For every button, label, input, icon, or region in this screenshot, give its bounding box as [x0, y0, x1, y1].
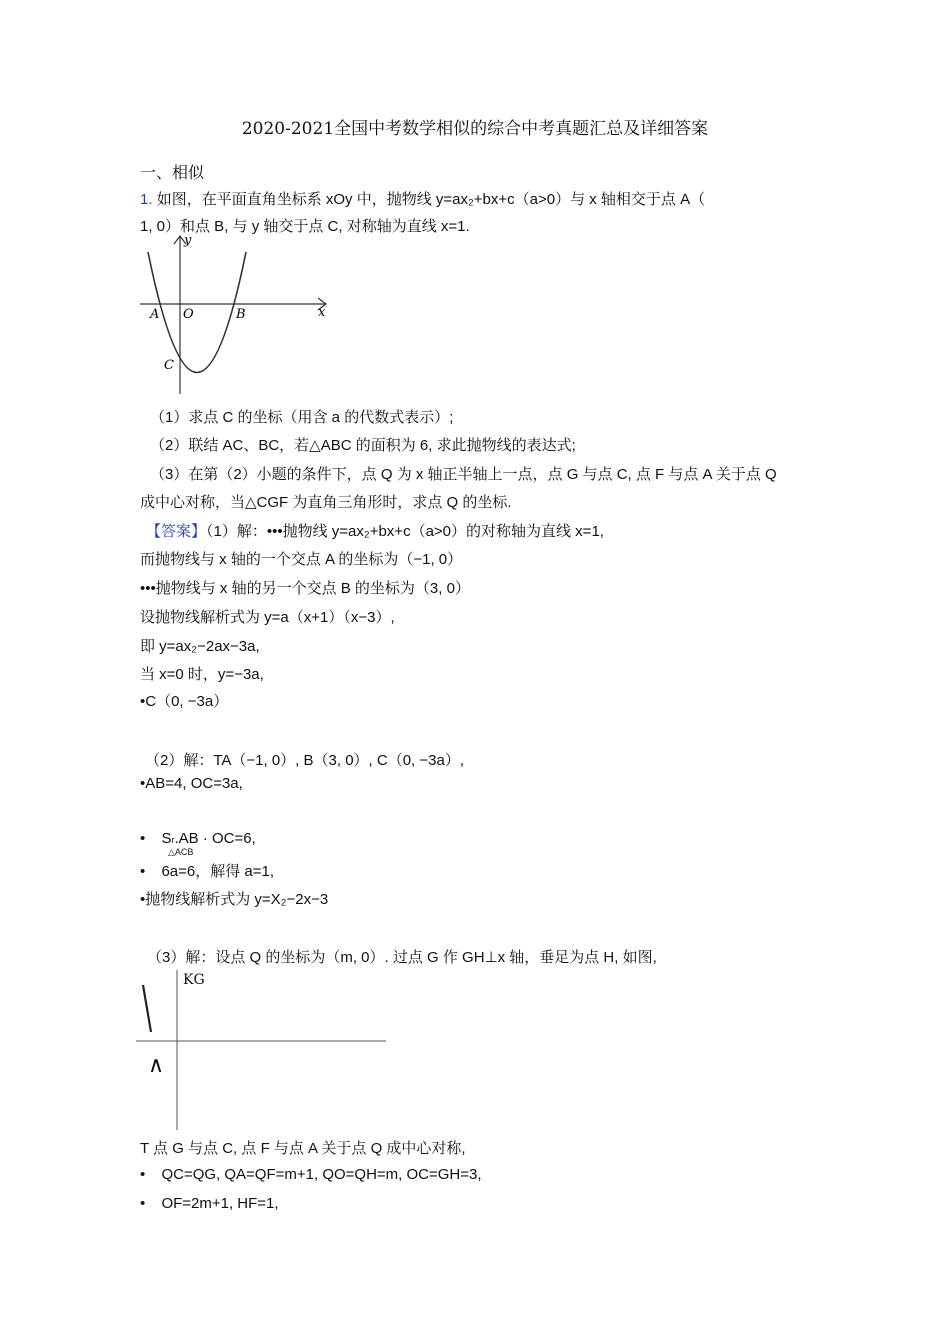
y-axis-label: y: [184, 233, 192, 248]
answer-line-16: [140, 1195, 279, 1212]
answer-line-16-text: OF=2m+1, HF=1,: [161, 1195, 279, 1212]
answer-line-7: •C（0, −3a）: [140, 693, 229, 710]
section-heading: 一、相似: [140, 165, 205, 182]
origin-label: O: [183, 307, 194, 322]
answer-line-15-text: QC=QG, QA=QF=m+1, QO=QH=m, OC=GH=3,: [161, 1166, 482, 1183]
answer-line-2: 而抛物线与 x 轴的一个交点 A 的坐标为（−1, 0）: [140, 551, 463, 568]
part-2: （2）联结 AC、BC，若△ABC 的面积为 6, 求此抛物线的表达式;: [150, 437, 576, 454]
bullet: •: [140, 1166, 146, 1183]
parabola-curve: [148, 252, 246, 373]
answer-line-6: 当 x=0 时，y=−3a,: [140, 666, 264, 683]
point-b-label: B: [236, 307, 246, 322]
answer-line-9: •AB=4, OC=3a,: [140, 775, 243, 792]
caret-mark: ∧: [148, 1052, 165, 1077]
x-axis-label: x: [318, 305, 326, 320]
part-3-line2: 成中心对称，当△CGF 为直角三角形时，求点 Q 的坐标.: [140, 494, 512, 511]
answer-line-12: •抛物线解析式为 y=X₂−2x−3: [140, 891, 329, 908]
area-subscript: △ACB: [168, 847, 194, 857]
point-c-label: C: [164, 358, 174, 373]
parabola-figure: [140, 230, 340, 400]
answer-tag: 【答案】: [146, 523, 207, 540]
question-stem-line1: [140, 188, 705, 209]
answer-line-1-text: （1）解：•••抛物线 y=ax₂+bx+c（a>0）的对称轴为直线 x=1,: [206, 523, 604, 540]
area-symbol: S: [161, 830, 172, 847]
answer-line-13: （3）解：设点 Q 的坐标为（m, 0）. 过点 G 作 GH⊥x 轴，垂足为点 H, 如图,: [147, 949, 657, 966]
point-a-label: A: [150, 307, 160, 322]
area-symbol-r: r: [171, 835, 175, 845]
area-formula-text: .AB · OC=6,: [174, 830, 256, 847]
answer-line-3: •••抛物线与 x 轴的另一个交点 B 的坐标为（3, 0）: [140, 580, 470, 597]
question-number: 1.: [140, 191, 153, 208]
part-1: （1）求点 C 的坐标（用含 a 的代数式表示）;: [150, 409, 454, 426]
answer-line-10: [140, 830, 256, 847]
answer-line-1: [146, 520, 604, 541]
answer-line-14: T 点 G 与点 C, 点 F 与点 A 关于点 Q 成中心对称,: [140, 1140, 466, 1157]
answer-line-4: 设抛物线解析式为 y=a（x+1）（x−3）,: [140, 609, 395, 626]
coordinate-figure: [134, 968, 390, 1138]
answer-line-11-text: 6a=6，解得 a=1,: [161, 863, 275, 880]
page-title: 2020-2021全国中考数学相似的综合中考真题汇总及详细答案: [241, 119, 709, 139]
question-stem-line2: 1, 0）和点 B, 与 y 轴交于点 C, 对称轴为直线 x=1.: [140, 218, 470, 235]
bullet: •: [140, 863, 146, 880]
segment-mark: [143, 985, 151, 1032]
answer-line-8: （2）解：TA（−1, 0）, B（3, 0）, C（0, −3a）,: [145, 752, 464, 769]
bullet: •: [140, 1195, 146, 1212]
part-3-line1: （3）在第（2）小题的条件下，点 Q 为 x 轴正半轴上一点，点 G 与点 C, 点 F 与点 A 关于点 Q: [150, 466, 777, 483]
answer-line-11: [140, 860, 274, 881]
question-stem-text: 如图，在平面直角坐标系 xOy 中，抛物线 y=ax₂+bx+c（a>0）与 x 轴相交于点 A（: [156, 191, 706, 208]
answer-line-15: [140, 1166, 482, 1183]
answer-line-5: 即 y=ax₂−2ax−3a,: [140, 638, 260, 655]
bullet: •: [140, 830, 146, 847]
kg-label: KG: [183, 972, 205, 988]
